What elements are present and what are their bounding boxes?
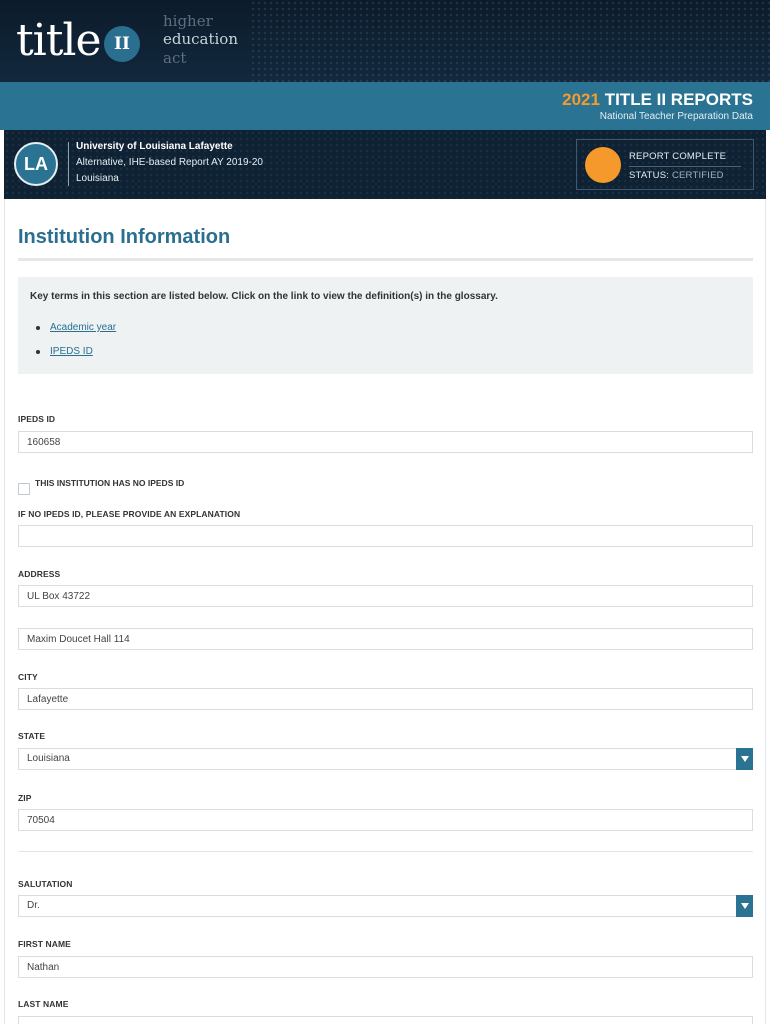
explanation-label: IF NO IPEDS ID, PLEASE PROVIDE AN EXPLANATION (18, 509, 241, 519)
institution-divider (68, 142, 69, 186)
ipeds-id-label: IPEDS ID (18, 414, 56, 424)
state-select-value: Louisiana (27, 753, 70, 764)
report-complete-label: REPORT COMPLETE (629, 151, 741, 167)
glossary-link-ipeds-id[interactable]: IPEDS ID (50, 346, 93, 357)
logo-sub-education: education (163, 30, 238, 48)
city-input[interactable] (18, 688, 753, 710)
key-terms-intro: Key terms in this section are listed below. Click on the link to view the definition(s) in the glossary. (30, 291, 498, 302)
main-content (4, 199, 766, 1024)
first-name-label: FIRST NAME (18, 939, 71, 949)
section-title: Institution Information (18, 226, 231, 248)
logo-sub-act: act (163, 49, 187, 67)
title-divider (18, 258, 753, 261)
institution-state: Louisiana (76, 173, 119, 184)
address-line1-input[interactable] (18, 585, 753, 607)
state-label: STATE (18, 731, 46, 741)
list-item (36, 345, 116, 369)
institution-bar (4, 130, 766, 199)
banner-title-text: TITLE II REPORTS (604, 90, 753, 109)
glossary-link-academic-year[interactable]: Academic year (50, 322, 117, 333)
header-pattern (250, 0, 770, 82)
ipeds-id-input[interactable] (18, 431, 753, 453)
last-name-input[interactable] (18, 1016, 753, 1024)
last-name-label: LAST NAME (18, 999, 69, 1009)
banner-subtitle: National Teacher Preparation Data (599, 111, 753, 122)
key-terms-box (18, 277, 753, 374)
banner-title (562, 90, 753, 110)
institution-details (76, 139, 263, 187)
city-label: CITY (18, 672, 38, 682)
address-line2-input[interactable] (18, 628, 753, 650)
logo-word[interactable]: title (16, 15, 101, 66)
report-type: Alternative, IHE-based Report AY 2019-20 (76, 157, 263, 168)
list-item (36, 321, 116, 345)
address-label: ADDRESS (18, 569, 61, 579)
zip-input[interactable] (18, 809, 753, 831)
report-status-box (576, 139, 754, 190)
salutation-label: SALUTATION (18, 879, 73, 889)
zip-label: ZIP (18, 793, 32, 803)
key-terms-list (36, 321, 116, 369)
no-ipeds-checkbox-label[interactable]: THIS INSTITUTION HAS NO IPEDS ID (35, 478, 185, 488)
salutation-select-value: Dr. (27, 900, 40, 911)
state-select[interactable] (18, 748, 753, 770)
institution-name: University of Louisiana Lafayette (76, 141, 233, 152)
logo-numeral-badge[interactable]: II (104, 26, 140, 62)
section-divider (18, 851, 753, 852)
chevron-down-icon[interactable] (736, 748, 753, 770)
status-value: CERTIFIED (671, 170, 724, 181)
site-header (0, 0, 770, 82)
explanation-input[interactable] (18, 525, 753, 547)
status-prefix: STATUS: (629, 170, 670, 181)
no-ipeds-checkbox[interactable] (18, 483, 30, 495)
first-name-input[interactable] (18, 956, 753, 978)
reports-banner (0, 82, 770, 130)
salutation-select[interactable] (18, 895, 753, 917)
chevron-down-icon[interactable] (736, 895, 753, 917)
logo-sub-higher: higher (163, 12, 213, 30)
banner-year: 2021 (562, 90, 600, 109)
status-line (629, 170, 724, 181)
state-badge: LA (14, 142, 58, 186)
status-indicator-icon (585, 147, 621, 183)
